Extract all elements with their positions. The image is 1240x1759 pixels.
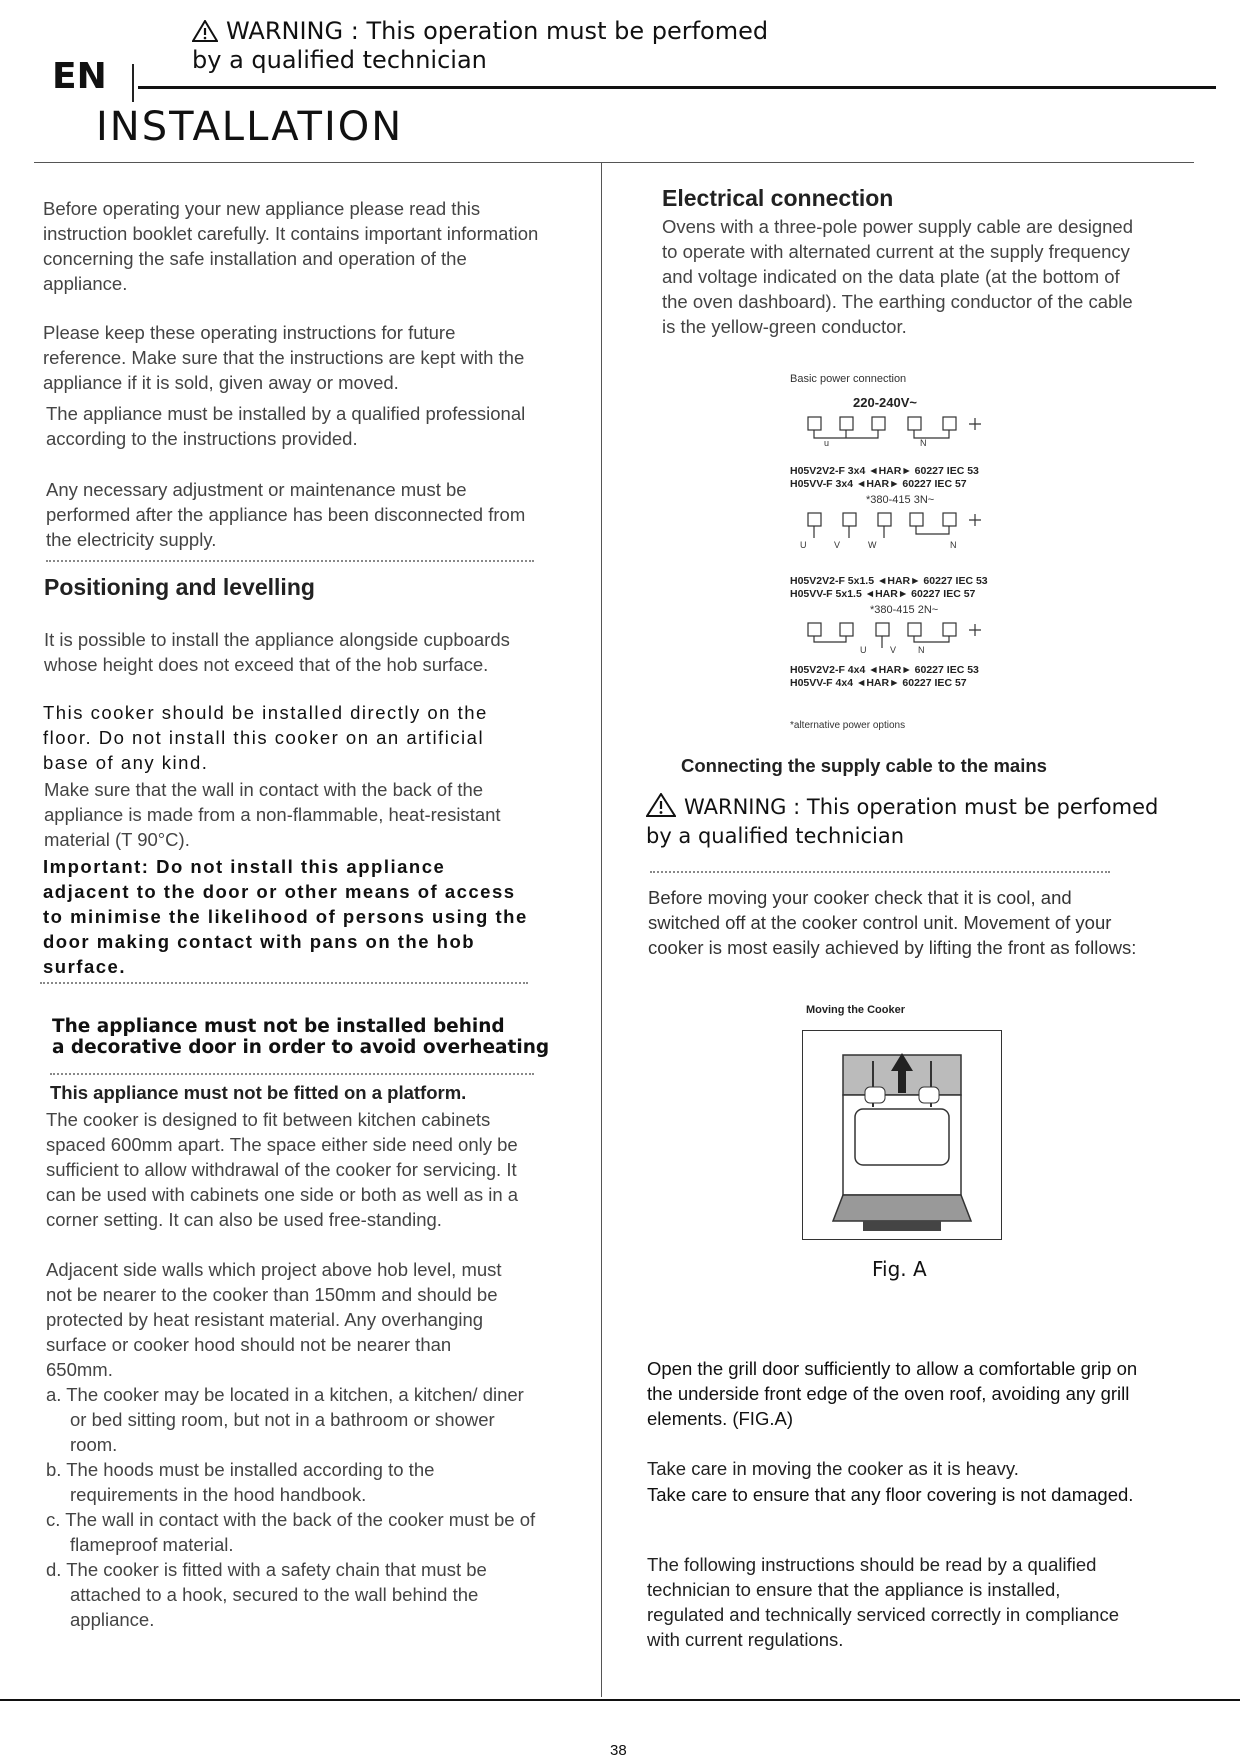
- warning-triangle-icon: [192, 20, 218, 47]
- svg-text:N: N: [920, 438, 927, 448]
- top-warning-line1: WARNING : This operation must be perfomed: [226, 17, 769, 45]
- footer-rule: [0, 1699, 1240, 1701]
- electrical-heading: Electrical connection: [662, 185, 894, 211]
- cable-spec: H05VV-F 5x1.5 ◄HAR► 60227 IEC 57: [790, 588, 976, 600]
- figure-caption: Fig. A: [872, 1257, 927, 1281]
- terminal-block-2: [808, 513, 981, 538]
- electrical-paragraph: Ovens with a three-pole power supply cable are designed to operate with alternated current at the supply frequency and voltage indicated on the data plate (at the bottom of the oven dashboard). The earthing conductor of the cable is the yellow-green conductor.: [662, 216, 1134, 337]
- alt-option: *380-415 3N~: [866, 494, 935, 506]
- floor-covering-paragraph: Take care to ensure that any floor covering is not damaged.: [647, 1484, 1134, 1505]
- title-rule: [34, 162, 1194, 163]
- list-item: d. The cooker is fitted with a safety chain that must be attached to a hook, secured to the wall behind the appliance.: [46, 1559, 487, 1630]
- header-rule: [138, 86, 1216, 89]
- wall-material-paragraph: Make sure that the wall in contact with the back of the appliance is made from a non-flammable, heat-resistant material (T 90°C).: [44, 779, 501, 850]
- dotted-separator: [40, 982, 528, 984]
- cable-spec: H05VV-F 3x4 ◄HAR► 60227 IEC 57: [790, 478, 967, 490]
- technician-paragraph: The following instructions should be read by a qualified technician to ensure that the appliance is installed, regulated and technically serviced correctly in compliance with current regulations.: [647, 1554, 1119, 1650]
- cable-spec: H05V2V2-F 3x4 ◄HAR► 60227 IEC 53: [790, 465, 979, 477]
- diagram-title: Basic power connection: [790, 373, 907, 385]
- decorative-door-note-line2: a decorative door in order to avoid overheating: [52, 1037, 550, 1058]
- maintenance-paragraph: Any necessary adjustment or maintenance must be performed after the appliance has been disconnected from the electricity supply.: [46, 479, 526, 550]
- list-item: a. The cooker may be located in a kitchen, a kitchen/ diner or bed sitting room, but not in a bathroom or shower room.: [46, 1384, 524, 1455]
- mid-warning: [646, 793, 1158, 849]
- top-warning-line2: by a qualified technician: [192, 46, 487, 74]
- svg-text:U: U: [860, 645, 867, 655]
- svg-text:V: V: [834, 540, 841, 550]
- svg-text:U: U: [800, 540, 807, 550]
- svg-text:V: V: [890, 645, 897, 655]
- connecting-heading: Connecting the supply cable to the mains: [681, 755, 1047, 776]
- side-walls-paragraph: Adjacent side walls which project above hob level, must not be nearer to the cooker than 150mm and should be protected by heat resistant material. Any overhanging surface or cooker hood should not be nearer than 650mm.: [46, 1259, 502, 1380]
- list-item: b. The hoods must be installed according to the requirements in the hood handbook.: [46, 1459, 435, 1505]
- moving-paragraph: Before moving your cooker check that it is cool, and switched off at the cooker control unit. Movement of your cooker is most easily achieved by lifting the front as follows:: [648, 887, 1137, 958]
- cabinets-paragraph: The cooker is designed to fit between kitchen cabinets spaced 600mm apart. The space either side need only be sufficient to allow withdrawal of the cooker for servicing. It can be used with cabinets one side or both as well as in a corner setting. It can also be used free-standing.: [46, 1109, 519, 1230]
- svg-text:W: W: [868, 540, 877, 550]
- grill-door-paragraph: Open the grill door sufficiently to allow a comfortable grip on the underside front edge of the oven roof, avoiding any grill elements. (FIG.A): [647, 1358, 1138, 1429]
- diagram-footnote: *alternative power options: [790, 720, 906, 731]
- positioning-heading: Positioning and levelling: [44, 574, 315, 600]
- wiring-diagram: [788, 370, 1038, 735]
- svg-text:u: u: [824, 438, 830, 448]
- page-number: 38: [610, 1742, 627, 1759]
- diagram-voltage: 220-240V~: [853, 395, 917, 410]
- svg-text:N: N: [950, 540, 957, 550]
- page-title: INSTALLATION: [96, 104, 404, 150]
- important-paragraph: Important: Do not install this appliance adjacent to the door or other means of access to minimise the likelihood of persons using the door making contact with pans on the hob surface.: [43, 856, 528, 977]
- mid-warning-line2: by a qualified technician: [646, 824, 905, 848]
- decorative-door-note-line1: The appliance must not be installed behind: [52, 1016, 505, 1037]
- platform-note: This appliance must not be fitted on a platform.: [50, 1082, 467, 1103]
- cupboards-paragraph: It is possible to install the appliance alongside cupboards whose height does not exceed that of the hob surface.: [44, 629, 510, 675]
- decorative-door-note: [52, 1016, 552, 1058]
- requirements-list: [46, 1382, 536, 1632]
- moving-cooker-figure: [802, 1030, 1002, 1240]
- dotted-separator: [50, 1073, 534, 1075]
- keep-instructions-paragraph: Please keep these operating instructions for future reference. Make sure that the instructions are kept with the appliance if it is sold, given away or moved.: [43, 322, 525, 393]
- svg-text:N: N: [918, 645, 925, 655]
- top-warning: [192, 18, 768, 73]
- floor-install-paragraph: This cooker should be installed directly on the floor. Do not install this cooker on an artificial base of any kind.: [43, 702, 488, 773]
- intro-paragraph: Before operating your new appliance please read this instruction booklet carefully. It contains important information concerning the safe installation and operation of the appliance.: [43, 198, 539, 294]
- language-code: EN: [52, 56, 107, 97]
- dotted-separator: [46, 560, 534, 562]
- cable-spec: H05V2V2-F 5x1.5 ◄HAR► 60227 IEC 53: [790, 575, 988, 587]
- qualified-install-paragraph: The appliance must be installed by a qualified professional according to the instructions provided.: [46, 403, 526, 449]
- figure-title: Moving the Cooker: [806, 1004, 906, 1016]
- cable-spec: H05V2V2-F 4x4 ◄HAR► 60227 IEC 53: [790, 664, 979, 676]
- terminal-block-1: [808, 417, 981, 438]
- list-item: c. The wall in contact with the back of the cooker must be of flameproof material.: [46, 1509, 536, 1555]
- mid-warning-line1: WARNING : This operation must be perfomed: [684, 795, 1159, 819]
- language-divider: [132, 64, 134, 102]
- dotted-separator: [650, 871, 1110, 873]
- column-divider: [601, 162, 602, 1697]
- cable-spec: H05VV-F 4x4 ◄HAR► 60227 IEC 57: [790, 677, 967, 689]
- warning-triangle-icon: [646, 793, 676, 823]
- alt-option: *380-415 2N~: [870, 604, 939, 616]
- heavy-paragraph: Take care in moving the cooker as it is heavy.: [647, 1458, 1019, 1479]
